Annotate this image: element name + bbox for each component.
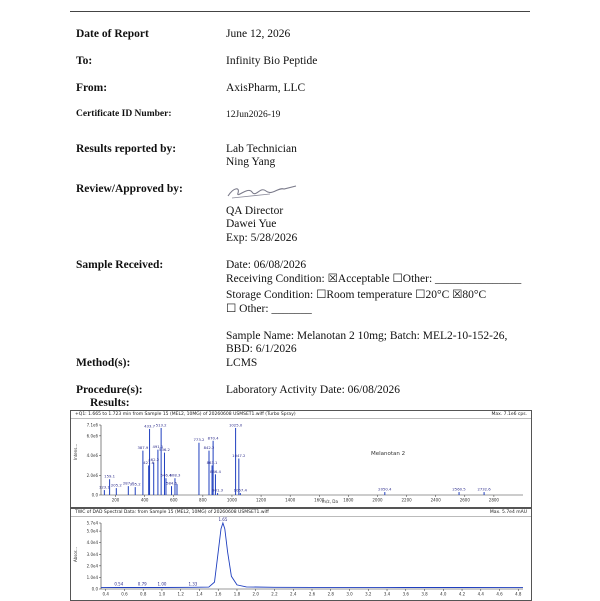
ms-x-tick-label: 1600 xyxy=(314,497,325,503)
uv-x-tick-label: 3.4 xyxy=(383,591,391,597)
ms-peak-label: 863.1 xyxy=(206,459,218,465)
ms-peak-label: 491.1 xyxy=(152,444,164,450)
ms-peak-label: 205.2 xyxy=(110,482,122,488)
sample-received-label: Sample Received: xyxy=(76,259,164,271)
uv-y-tick-label: 5.7e4 xyxy=(86,520,98,526)
ms-peak-label: 123.1 xyxy=(98,484,110,490)
ms-peak-label: 427.6 xyxy=(143,459,155,465)
ms-peak-label: 287.7 xyxy=(122,480,134,486)
ms-peak-label: 2560.5 xyxy=(452,486,466,492)
uv-x-tick-label: 2.2 xyxy=(271,591,278,597)
ms-peak-label: 1025.0 xyxy=(228,422,243,428)
uv-y-tick-label: 5.0e4 xyxy=(86,528,98,534)
certificate-id-label: Certificate ID Number: xyxy=(76,109,172,119)
review-approved-by-label: Review/Approved by: xyxy=(76,183,183,195)
uv-y-tick-label: 0.0 xyxy=(91,586,98,592)
storage-condition: Storage Condition: ☐Room temperature ☐20°C ☒80°C xyxy=(226,289,487,301)
ms-peak-label: 387.9 xyxy=(137,445,149,451)
ms-peak-label: 159.1 xyxy=(104,473,116,479)
uv-peak-label: 1.65 xyxy=(218,517,228,522)
ms-peak-label: 433.7 xyxy=(144,423,155,429)
uv-y-tick-label: 3.0e4 xyxy=(86,551,98,557)
uv-peak-label: 0.79 xyxy=(137,581,147,587)
uv-y-tick-label: 4.0e4 xyxy=(86,540,98,546)
uv-x-tick-label: 4.0 xyxy=(440,591,447,597)
ms-peak-label: 335.2 xyxy=(129,481,141,487)
ms-y-tick-label: 4.0e6 xyxy=(86,453,98,459)
storage-other: ☐ Other: _______ xyxy=(226,303,312,315)
uv-x-tick-label: 2.8 xyxy=(327,591,334,597)
uv-x-tick-label: 3.6 xyxy=(402,591,409,597)
uv-x-tick-label: 3.2 xyxy=(365,591,372,597)
uv-x-tick-label: 2.0 xyxy=(252,591,259,597)
date-of-report-value: June 12, 2026 xyxy=(226,28,291,40)
ms-x-tick-label: 2000 xyxy=(372,497,383,503)
ms-x-tick-label: 200 xyxy=(111,497,120,503)
to-value: Infinity Bio Peptide xyxy=(226,55,318,67)
ms-compound-label: Melanotan 2 xyxy=(371,451,406,457)
ms-y-tick-label: 7.1e6 xyxy=(86,422,98,428)
uv-peak-label: 1.00 xyxy=(157,581,167,587)
uv-trace xyxy=(101,523,523,588)
uv-x-tick-label: 1.4 xyxy=(196,591,203,597)
ms-peak-label: 608.3 xyxy=(169,472,181,478)
uv-y-axis-label: Absor... xyxy=(73,547,78,562)
ms-y-tick-label: 2.0e6 xyxy=(86,472,98,478)
ms-peak-label: 546.4 xyxy=(160,472,172,478)
uv-chromatogram-chart xyxy=(71,509,531,600)
mass-spectrum-max: Max. 7.1e6 cps. xyxy=(491,412,527,417)
uv-x-tick-label: 4.4 xyxy=(477,591,484,597)
method-label: Method(s): xyxy=(76,357,131,369)
ms-peak-label: 901.3 xyxy=(212,487,224,493)
ms-peak-label: 462.2 xyxy=(148,456,160,462)
mass-spectrum-title: +Q1: 1.665 to 1.723 min from Sample 15 (MEL2, 10MG) of 20260608 USMSET1.wiff (Turbo Spray) xyxy=(75,412,296,417)
approver-role: QA Director xyxy=(226,205,284,217)
uv-x-tick-label: 1.0 xyxy=(158,591,166,597)
ms-peak-label: 773.2 xyxy=(193,437,205,443)
uv-x-tick-label: 2.4 xyxy=(290,591,297,597)
ms-peak-label: 2050.4 xyxy=(378,486,392,492)
method-value: LCMS xyxy=(226,357,258,369)
results-label: Results: xyxy=(90,397,130,409)
from-value: AxisPharm, LLC xyxy=(226,82,306,94)
uv-x-tick-label: 4.8 xyxy=(515,591,522,597)
date-of-report-label: Date of Report xyxy=(76,28,149,40)
uv-chromatogram-title: TWC of DAD Spectral Data: from Sample 15 (MEL2, 10MG) of 20260608 USMSET1.wiff xyxy=(75,510,269,515)
uv-y-tick-label: 2.0e4 xyxy=(86,563,98,569)
ms-x-tick-label: 1800 xyxy=(343,497,354,503)
reporter-role: Lab Technician xyxy=(226,143,297,155)
ms-x-tick-label: 400 xyxy=(140,497,149,503)
uv-x-tick-label: 4.2 xyxy=(458,591,466,597)
certificate-id-value: 12Jun2026-19 xyxy=(226,110,281,120)
uv-peak-label: 0.54 xyxy=(114,581,124,587)
approver-name: Dawei Yue xyxy=(226,218,277,230)
ms-x-tick-label: 2800 xyxy=(488,497,499,503)
sample-received-date: Date: 06/08/2026 xyxy=(226,259,307,271)
ms-peak-label: 886.4 xyxy=(209,468,221,474)
ms-y-axis-label: Intens... xyxy=(73,443,78,460)
ms-y-tick-label: 6.0e6 xyxy=(86,433,98,439)
uv-x-tick-label: 1.8 xyxy=(233,591,241,597)
sample-name-line-2: BBD: 6/1/2026 xyxy=(226,343,297,355)
ms-peak-label: 842.2 xyxy=(203,445,215,451)
sample-name-line-1: Sample Name: Melanotan 2 10mg; Batch: MEL2-10-152-26, xyxy=(226,330,508,342)
uv-x-tick-label: 2.6 xyxy=(308,591,316,597)
ms-x-tick-label: 2200 xyxy=(401,497,412,503)
uv-x-tick-label: 0.6 xyxy=(121,591,128,597)
procedure-value: Laboratory Activity Date: 06/08/2026 xyxy=(226,384,401,396)
ms-peak-label: 513.2 xyxy=(155,422,167,428)
results-reported-by-label: Results reported by: xyxy=(76,143,177,155)
ms-x-axis-label: m/z, Da xyxy=(321,499,339,504)
receiving-condition: Receiving Condition: ☒Acceptable ☐Other: _______________ xyxy=(226,273,522,285)
ms-x-tick-label: 1400 xyxy=(285,497,296,503)
ms-peak-label: 2732.6 xyxy=(477,486,491,492)
reporter-name: Ning Yang xyxy=(226,156,276,168)
ms-peak-label: 584.6 xyxy=(166,480,177,486)
ms-x-tick-label: 1000 xyxy=(226,497,238,503)
uv-peak-label: 1.33 xyxy=(188,581,198,587)
ms-x-tick-label: 600 xyxy=(169,497,178,503)
ms-peak-label: 536.2 xyxy=(159,447,170,453)
top-rule xyxy=(70,11,530,12)
uv-x-tick-label: 1.6 xyxy=(215,591,222,597)
to-label: To: xyxy=(76,55,93,67)
uv-chromatogram-max: Max. 5.7e4 mAU xyxy=(489,510,527,515)
uv-chromatogram-panel xyxy=(70,508,532,601)
ms-peak-label: 1047.2 xyxy=(232,453,246,459)
ms-peak-label: 870.4 xyxy=(207,435,219,441)
from-label: From: xyxy=(76,82,108,94)
mass-spectrum-panel xyxy=(70,410,532,508)
uv-x-tick-label: 0.8 xyxy=(140,591,147,597)
ms-peak-label: 1057.4 xyxy=(233,487,247,493)
approver-expiry: Exp: 5/28/2026 xyxy=(226,232,298,244)
uv-x-tick-label: 4.6 xyxy=(496,591,503,597)
ms-x-tick-label: 2400 xyxy=(430,497,441,503)
uv-x-tick-label: 3.8 xyxy=(421,591,428,597)
uv-x-tick-label: 3.0 xyxy=(346,591,353,597)
procedure-label: Procedure(s): xyxy=(76,384,143,396)
ms-x-tick-label: 800 xyxy=(199,497,207,503)
uv-y-tick-label: 1.0e4 xyxy=(86,574,98,580)
approver-signature xyxy=(226,183,298,201)
uv-x-tick-label: 0.4 xyxy=(102,591,109,597)
ms-y-tick-label: 0.0 xyxy=(91,492,98,498)
mass-spectrum-chart xyxy=(71,411,531,507)
ms-x-tick-label: 2600 xyxy=(459,497,470,503)
ms-x-tick-label: 1200 xyxy=(255,497,267,503)
uv-x-tick-label: 1.2 xyxy=(177,591,184,597)
